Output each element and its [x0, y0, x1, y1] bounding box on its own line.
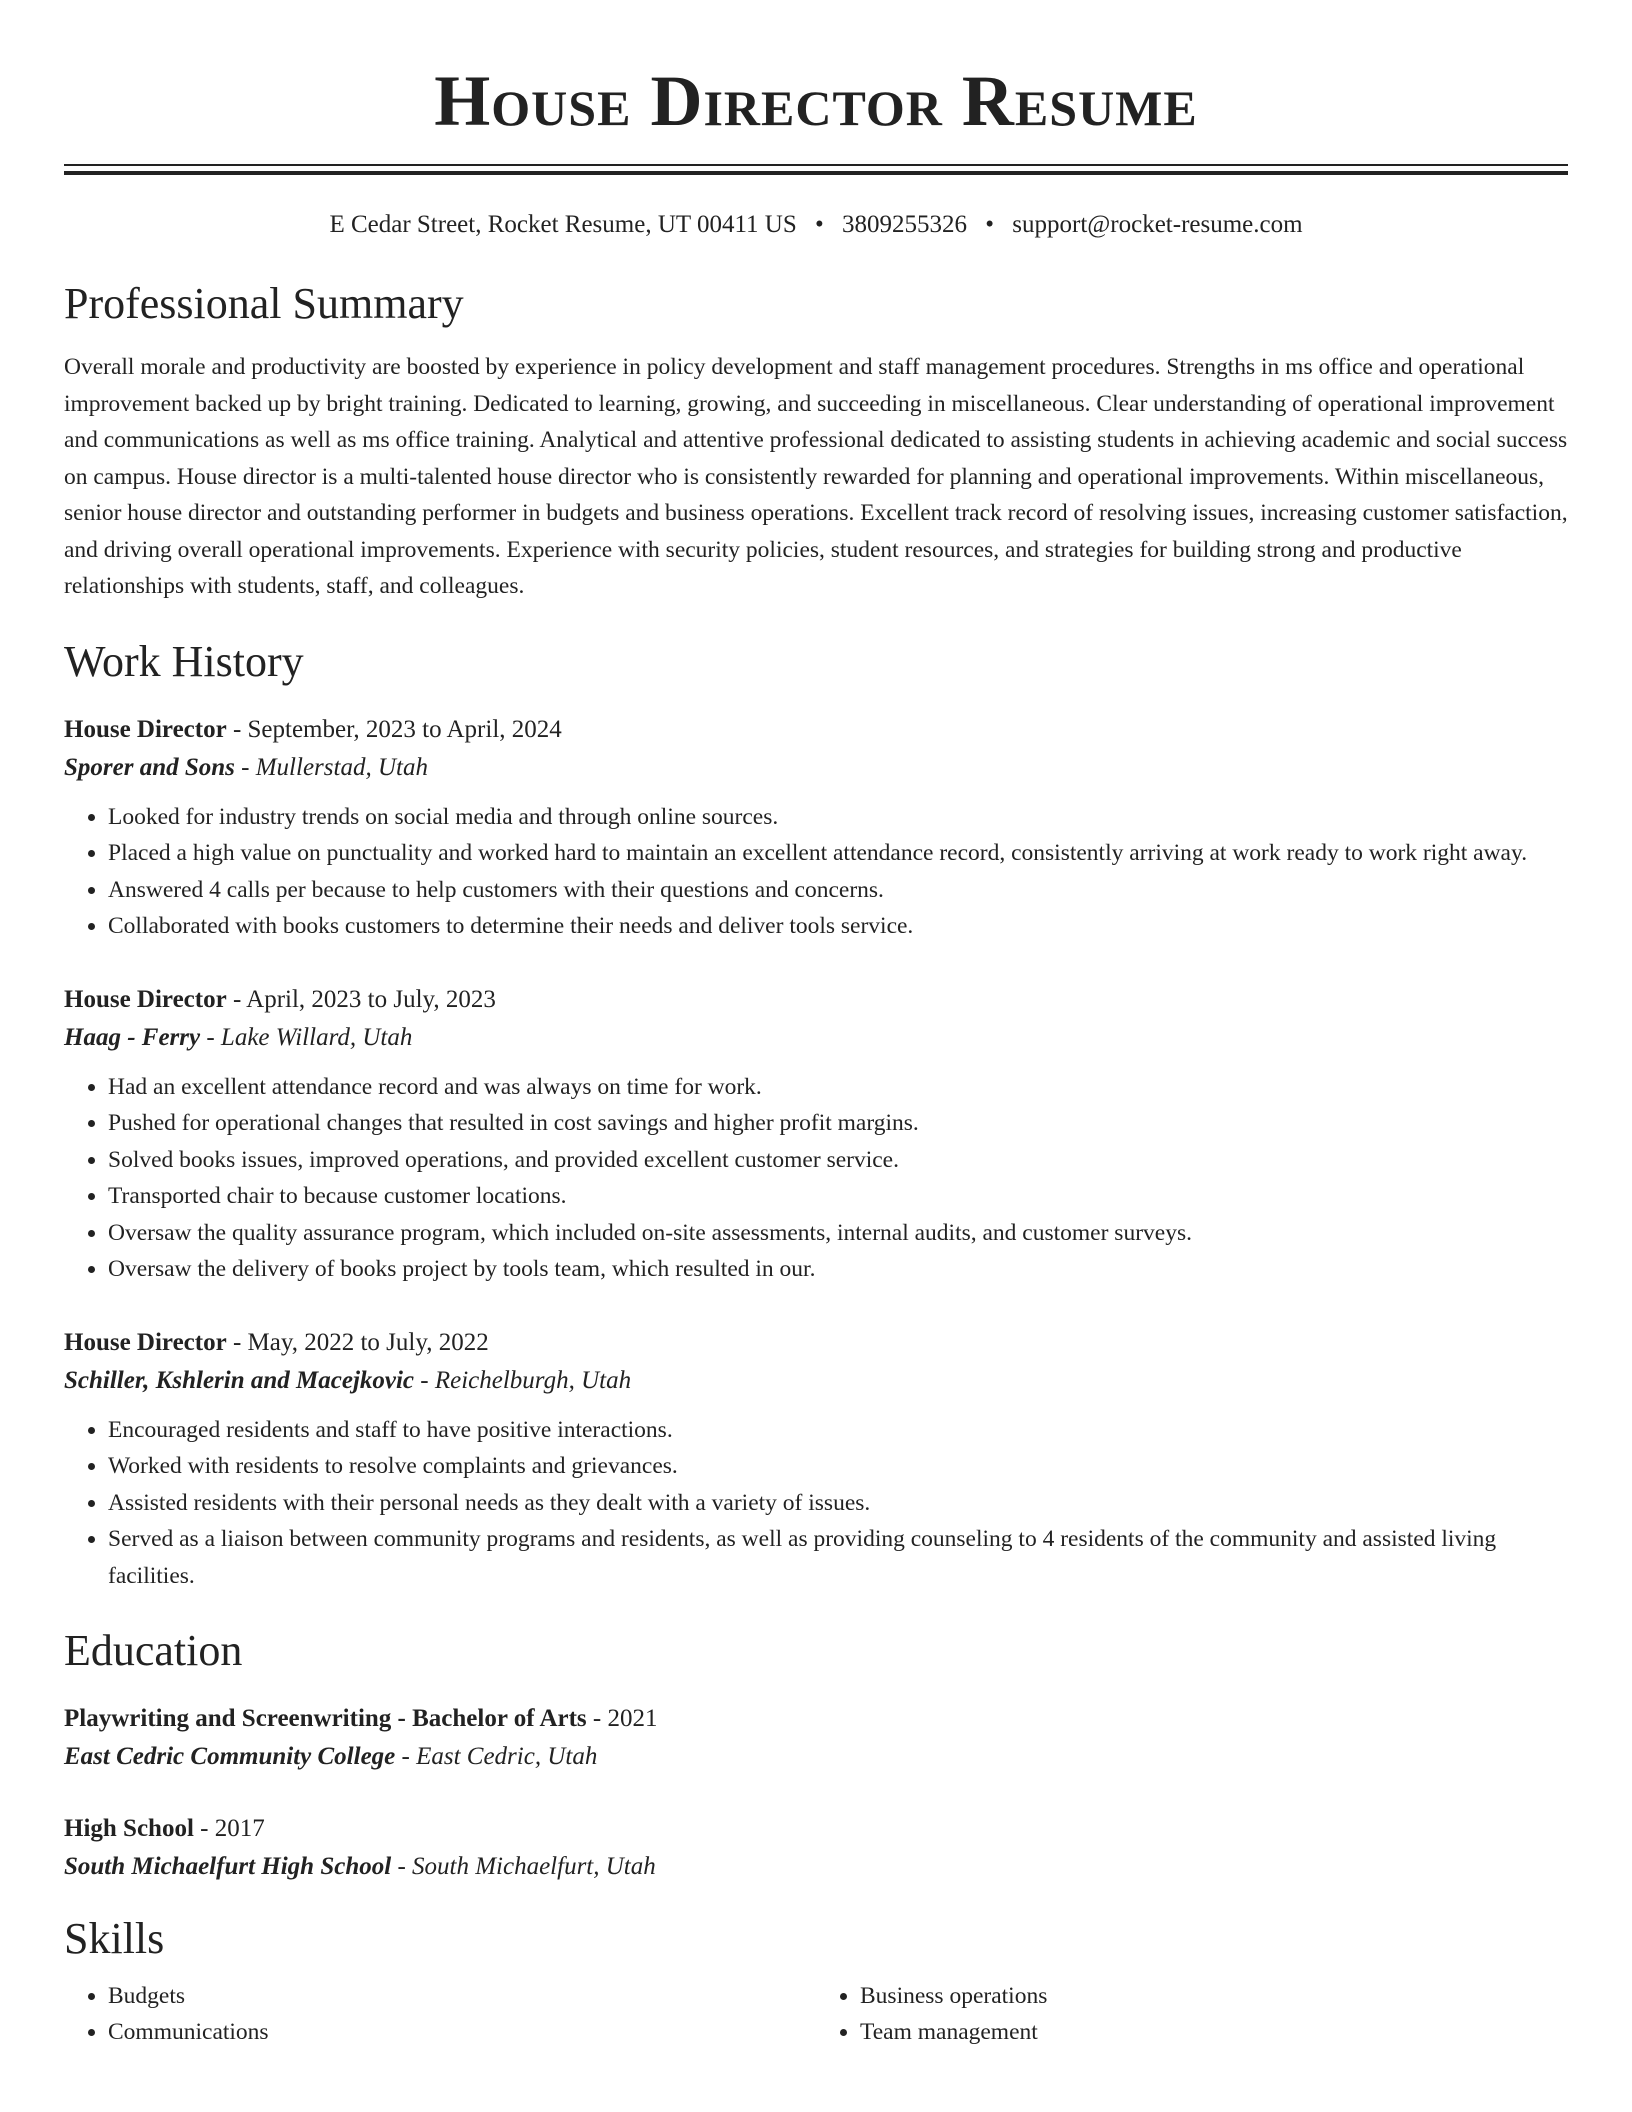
graduation-year: - 2021: [592, 1705, 658, 1732]
contact-phone: 3809255326: [842, 211, 967, 238]
list-item: • Worked with residents to resolve complaints and grievances.: [108, 1448, 1568, 1485]
company-line: [64, 1019, 1568, 1057]
job-title-line: [64, 711, 1568, 749]
list-item: • Answered 4 calls per because to help customers with their questions and concerns.: [108, 872, 1568, 909]
school-line: [64, 1848, 1568, 1886]
list-item: • Placed a high value on punctuality and worked hard to maintain an excellent attendance record, consistently arriving at work ready to work right away.: [108, 835, 1568, 872]
list-item: • Looked for industry trends on social media and through online sources.: [108, 799, 1568, 836]
list-item: • Encouraged residents and staff to have positive interactions.: [108, 1412, 1568, 1449]
job-dates: - April, 2023 to July, 2023: [232, 985, 496, 1013]
list-item: • Transported chair to because customer locations.: [108, 1178, 1568, 1215]
section-heading-summary: Professional Summary: [64, 279, 464, 328]
degree-line: [64, 1810, 1568, 1848]
resume-title: House Director Resume: [434, 61, 1198, 141]
graduation-year: - 2017: [200, 1815, 265, 1842]
contact-address: E Cedar Street, Rocket Resume, UT 00411 US: [329, 211, 797, 238]
company-line: [64, 1362, 1568, 1400]
job-title: House Director: [64, 985, 227, 1013]
job-title: House Director: [64, 715, 227, 743]
contact-line: [64, 209, 1568, 241]
skills-column-left: [64, 1978, 816, 2050]
degree-line: [64, 1700, 1568, 1738]
job-bullets: [64, 1069, 1568, 1288]
summary-text: Overall morale and productivity are boosted by experience in policy development and staff management procedures. Strengths in ms office and operational improvement backed up by bright training. Dedicated to learning, growing, and succeeding in miscellaneous. Clear understanding of operational improvement and communications as well as ms office training. Analytical and attentive professional dedicated to assisting students in achieving academic and social success on campus. House director is a multi-talented house director who is consistently rewarded for planning and operational improvements. Within miscellaneous, senior house director and outstanding performer in budgets and business operations. Excellent track record of resolving issues, increasing customer satisfaction, and driving overall operational improvements. Experience with security policies, student resources, and strategies for building strong and productive relationships with students, staff, and colleagues.: [64, 354, 1568, 599]
list-item: • Oversaw the quality assurance program, which included on-site assessments, internal audits, and customer surveys.: [108, 1215, 1568, 1252]
list-item: • Assisted residents with their personal needs as they dealt with a variety of issues.: [108, 1485, 1568, 1522]
job-title-line: [64, 1324, 1568, 1362]
company-name: Haag - Ferry: [64, 1023, 201, 1051]
job-entry: [64, 711, 1568, 945]
contact-email: support@rocket-resume.com: [1012, 211, 1303, 238]
education-entry: [64, 1700, 1568, 1776]
education-entry: [64, 1810, 1568, 1886]
school-location: - South Michaelfurt, Utah: [397, 1853, 656, 1880]
school-name: South Michaelfurt High School: [64, 1853, 392, 1880]
company-line: [64, 749, 1568, 787]
degree-name: Playwriting and Screenwriting - Bachelor of Arts: [64, 1705, 587, 1732]
school-line: [64, 1738, 1568, 1776]
company-name: Schiller, Kshlerin and Macejkovic: [64, 1366, 415, 1394]
contact-separator: •: [814, 211, 824, 238]
company-name: Sporer and Sons: [64, 753, 235, 781]
degree-name: High School: [64, 1815, 194, 1842]
job-title-line: [64, 981, 1568, 1019]
list-item: • Collaborated with books customers to determine their needs and deliver tools service.: [108, 908, 1568, 945]
skill-item: • Communications: [108, 2014, 816, 2050]
section-heading-work-history: Work History: [64, 636, 304, 686]
skills-column-right: [816, 1978, 1568, 2050]
company-location: - Mullerstad, Utah: [241, 753, 428, 781]
company-location: - Reichelburgh, Utah: [420, 1366, 632, 1394]
skill-item: • Budgets: [108, 1978, 816, 2014]
skills-list: [64, 1978, 1568, 2050]
section-heading-education: Education: [64, 1626, 243, 1675]
job-entry: [64, 981, 1568, 1288]
list-item: • Solved books issues, improved operations, and provided excellent customer service.: [108, 1142, 1568, 1179]
school-name: East Cedric Community College: [64, 1743, 396, 1770]
contact-separator: •: [985, 211, 995, 238]
list-item: • Oversaw the delivery of books project by tools team, which resulted in our.: [108, 1251, 1568, 1288]
list-item: • Had an excellent attendance record and was always on time for work.: [108, 1069, 1568, 1106]
school-location: - East Cedric, Utah: [401, 1743, 598, 1770]
skill-item: • Team management: [860, 2014, 1568, 2050]
job-title: House Director: [64, 1328, 227, 1356]
section-heading-skills: Skills: [64, 1914, 165, 1963]
company-location: - Lake Willard, Utah: [206, 1023, 413, 1051]
job-entry: [64, 1324, 1568, 1595]
job-bullets: [64, 1412, 1568, 1595]
list-item: • Pushed for operational changes that resulted in cost savings and higher profit margins.: [108, 1105, 1568, 1142]
job-dates: - September, 2023 to April, 2024: [232, 715, 562, 743]
job-bullets: [64, 799, 1568, 945]
list-item: • Served as a liaison between community programs and residents, as well as providing counseling to 4 residents of the community and assisted living facilities.: [108, 1521, 1568, 1594]
skill-item: • Business operations: [860, 1978, 1568, 2014]
job-dates: - May, 2022 to July, 2022: [232, 1328, 489, 1356]
title-divider: [64, 164, 1568, 175]
